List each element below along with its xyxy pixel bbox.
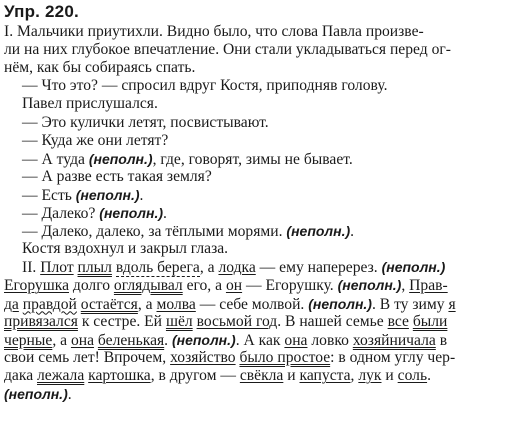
adverbial-underline: вдоль берега <box>115 259 200 277</box>
incomplete-sentence-note: (неполн.) <box>308 295 372 312</box>
text-run: к сестре. Ей <box>77 312 166 330</box>
subject-underline: лук <box>358 366 382 384</box>
text-run: Костя вздохнул и закрыл глаза. <box>22 240 229 258</box>
incomplete-sentence-note: (неполн.) <box>171 331 236 348</box>
modifier-underline: правдой <box>22 295 77 313</box>
predicate-underline: черные <box>4 331 53 349</box>
incomplete-sentence-note: (неполн.) <box>4 386 68 402</box>
text-run: , а <box>137 295 157 313</box>
text-line <box>22 168 212 186</box>
subject-underline: капуста <box>299 366 351 384</box>
text-run: . <box>350 223 355 241</box>
incomplete-sentence-note: (неполн.) <box>381 259 446 276</box>
text-run: ли на них глубокое впечатление. Они стали укладываться перед ог- <box>4 41 451 59</box>
text-line <box>22 240 228 258</box>
predicate-underline: беленькая <box>97 331 165 349</box>
text-run: — Далеко? <box>22 205 100 222</box>
text-run: — себе молвой. <box>195 295 309 313</box>
subject-underline: она <box>284 331 308 349</box>
incomplete-sentence-note: (неполн.) <box>75 186 140 203</box>
text-run: II. <box>22 259 41 277</box>
text-run: в <box>435 331 448 349</box>
text-line <box>22 258 445 277</box>
text-line <box>22 222 354 241</box>
text-run: — Что это? — спросил вдруг Костя, приподняв голову. <box>22 77 388 95</box>
text-line <box>4 331 447 350</box>
text-line <box>4 295 456 314</box>
text-line <box>22 132 168 150</box>
text-run: его, а <box>182 277 226 295</box>
text-run: : в одном углу чер- <box>330 348 456 366</box>
subject-underline: я <box>448 295 456 313</box>
text-run: , <box>401 277 410 295</box>
text-run: — Есть <box>22 186 76 204</box>
predicate-underline: плыл <box>77 259 112 277</box>
text-run: — А туда <box>22 150 89 168</box>
predicate-underline: были <box>412 312 448 330</box>
predicate-underline: было простое <box>239 348 331 366</box>
text-run: дака <box>4 366 38 384</box>
text-line <box>4 367 431 385</box>
text-run: , а <box>199 259 219 277</box>
text-run: . А как <box>235 331 285 349</box>
text-run: , где, говорят, зимы не бывает. <box>152 150 353 168</box>
predicate-underline: остаётся <box>80 295 138 313</box>
predicate-underline: оглядывал <box>113 277 183 295</box>
text-run: . В нашей семье <box>277 312 388 330</box>
subject-underline: соль <box>397 366 428 384</box>
text-line <box>22 95 158 113</box>
subject-underline: молва <box>156 295 196 313</box>
text-line <box>22 204 167 223</box>
text-run: . В ту зиму <box>371 295 449 313</box>
text-run: . <box>163 205 167 222</box>
text-run: — А разве есть такая земля? <box>22 167 212 185</box>
text-line <box>4 276 448 295</box>
predicate-underline: привязался <box>4 312 78 330</box>
text-run: . <box>427 366 431 384</box>
text-run: — Далеко, далеко, за тёплыми морями. <box>22 223 287 241</box>
text-run: нём, как бы собираясь спать. <box>4 59 196 77</box>
text-run: долго <box>69 277 114 295</box>
predicate-underline: хозяйничала <box>352 331 436 349</box>
text-line <box>22 114 269 132</box>
subject-underline: картошка <box>88 366 151 384</box>
exercise-title: Упр. 220. <box>4 2 79 21</box>
text-line <box>22 77 387 95</box>
text-run: и <box>283 366 300 384</box>
incomplete-sentence-note: (неполн.) <box>88 150 153 167</box>
subject-underline: Егорушка <box>4 277 69 295</box>
text-run: свои семь лет! Впрочем, <box>4 348 171 366</box>
text-run: Павел прислушался. <box>22 95 158 113</box>
text-run: , <box>350 366 359 384</box>
text-run: — Это кулички летят, посвистывают. <box>22 113 269 131</box>
text-line <box>4 349 455 367</box>
subject-underline: свёкла <box>239 366 284 384</box>
subject-underline: лодка <box>218 259 256 277</box>
subject-underline: восьмой год <box>196 312 278 330</box>
text-run: . <box>67 386 72 403</box>
text-run: — Егорушку. <box>242 277 338 295</box>
subject-underline: да <box>4 295 19 313</box>
incomplete-sentence-note: (неполн.) <box>99 205 164 221</box>
text-line <box>4 313 447 331</box>
subject-underline: она <box>70 331 95 349</box>
text-line <box>4 41 451 59</box>
subject-underline: Плот <box>40 259 74 277</box>
text-run: . <box>164 331 172 349</box>
incomplete-sentence-note: (неполн.) <box>286 223 351 240</box>
predicate-underline: лежала <box>37 366 85 384</box>
text-line <box>22 150 353 169</box>
predicate-underline: шёл <box>165 312 193 330</box>
incomplete-sentence-note: (неполн.) <box>337 277 402 294</box>
text-run: I. Мальчики приутихли. Видно было, что слова Павла произве- <box>4 23 424 40</box>
text-line <box>4 385 72 404</box>
text-line <box>4 23 424 41</box>
text-run: — Куда же они летят? <box>22 131 169 149</box>
text-run: , в другом — <box>150 366 240 384</box>
text-run: , а <box>52 331 71 349</box>
text-run: ловко <box>307 331 353 349</box>
text-run: — ему наперерез. <box>255 259 382 277</box>
subject-underline: хозяйство <box>170 348 236 366</box>
text-line <box>4 59 195 77</box>
subject-underline: он <box>225 277 243 295</box>
subject-underline: Прав- <box>409 277 448 295</box>
text-run: . <box>139 186 144 204</box>
text-run: и <box>381 366 398 384</box>
subject-underline: все <box>387 312 409 330</box>
text-line <box>22 186 143 205</box>
